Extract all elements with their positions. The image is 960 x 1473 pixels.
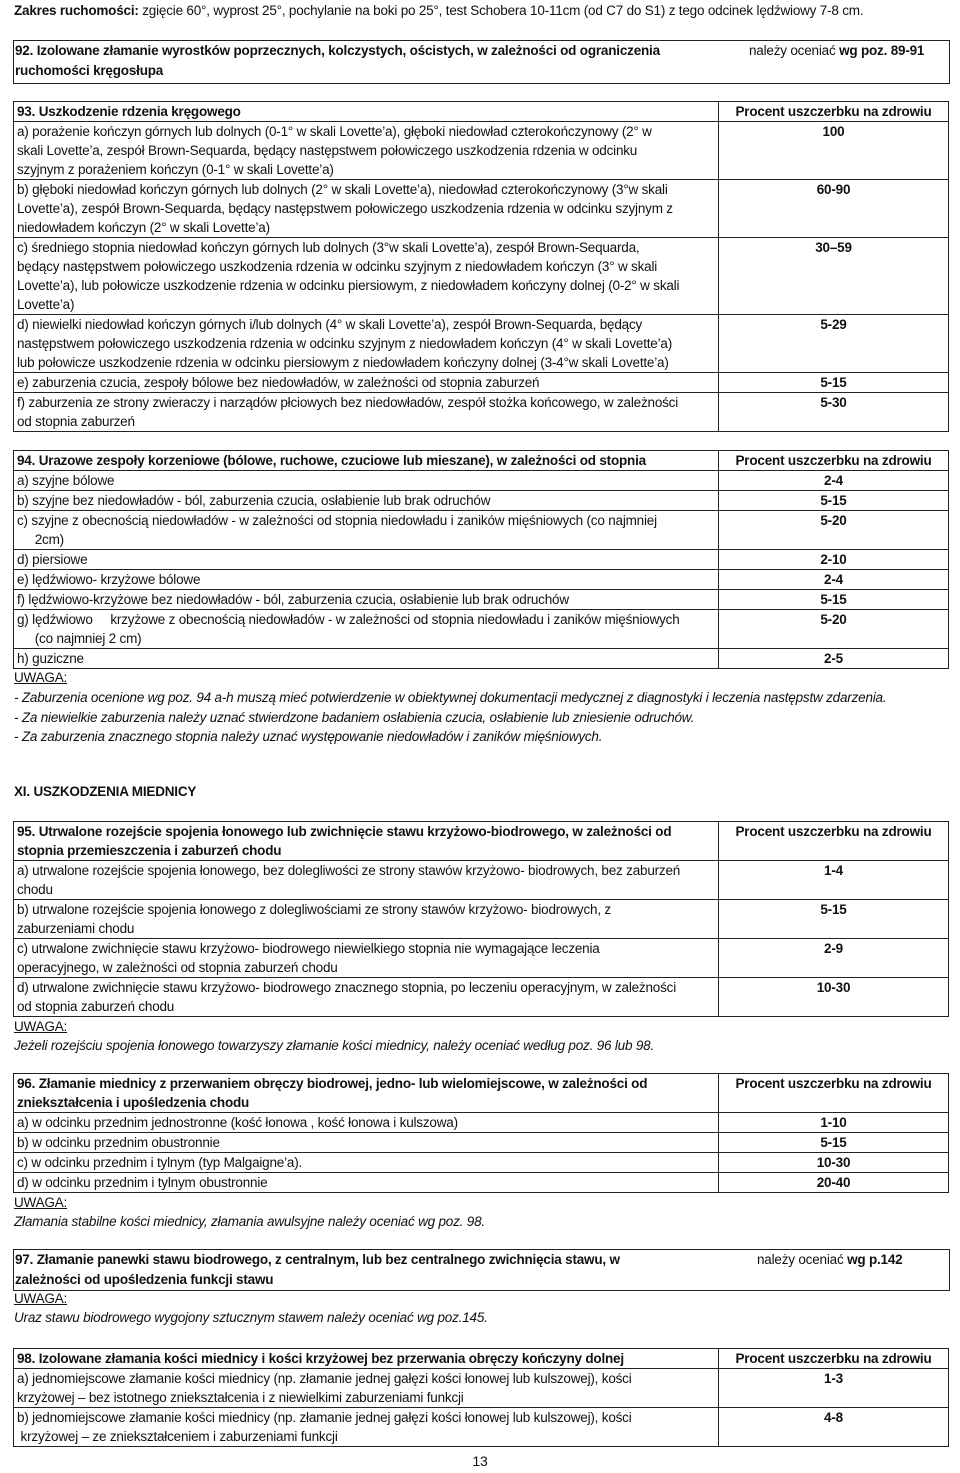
table-row bbox=[14, 373, 949, 393]
section-98-table bbox=[13, 1348, 949, 1447]
row-percent-value: 2-10 bbox=[719, 550, 949, 570]
section-92-title-line1: 92. Izolowane złamanie wyrostków poprzecznych, kolczystych, ościstych, w zależności od ograniczenia bbox=[15, 43, 660, 58]
section-92 bbox=[13, 40, 950, 84]
row-description bbox=[14, 315, 719, 373]
table-row bbox=[14, 471, 949, 491]
row-percent-value: 5-30 bbox=[719, 393, 949, 432]
row-description-line: od stopnia zaburzeń chodu bbox=[17, 999, 175, 1014]
table-row bbox=[14, 491, 949, 511]
row-description-line: b) jednomiejscowe złamanie kości miednicy (np. złamanie jednej gałęzi kości łonowej lub kulszowej), kości bbox=[17, 1410, 632, 1425]
row-percent-value: 2-4 bbox=[719, 471, 949, 491]
row-description-line: operacyjnego, w zależności od stopnia zaburzeń chodu bbox=[17, 960, 338, 975]
section-93-header: Procent uszczerbku na zdrowiu bbox=[719, 102, 949, 122]
section-97-title-line1: 97. Złamanie panewki stawu biodrowego, z centralnym, lub bez centralnego zwichnięcia stawu, w bbox=[15, 1252, 620, 1267]
table-row bbox=[14, 590, 949, 610]
row-description bbox=[14, 550, 719, 570]
row-description-line: f) zaburzenia ze strony zwieraczy i narządów płciowych bez niedowładów, zespół stożka końcowego, w zależności bbox=[17, 395, 679, 410]
table-row bbox=[14, 1408, 949, 1447]
section-97-reference bbox=[757, 1250, 902, 1270]
section-95-body bbox=[14, 861, 949, 1017]
row-description-line: f) lędźwiowo-krzyżowe bez niedowładów - ból, zaburzenia czucia, osłabienie lub brak odruchów bbox=[17, 592, 569, 607]
row-description-line: a) jednomiejscowe złamanie kości miednicy (np. złamanie jednej gałęzi kości łonowej lub kulszowej), kości bbox=[17, 1371, 632, 1386]
row-description-line: g) lędźwiowo krzyżowe z obecnością niedowładów - w zależności od stopnia niedowładu i zaników mięśniowych bbox=[17, 612, 680, 627]
table-row bbox=[14, 1173, 949, 1193]
row-percent-value: 10-30 bbox=[719, 1153, 949, 1173]
table-row bbox=[14, 1153, 949, 1173]
section-92-reference-value: wg poz. 89-91 bbox=[839, 43, 925, 58]
row-description-line: d) piersiowe bbox=[17, 552, 88, 567]
row-description-line: c) w odcinku przednim i tylnym (typ Malgaigne’a). bbox=[17, 1155, 303, 1170]
row-description-line: e) zaburzenia czucia, zespoły bólowe bez niedowładów, w zależności od stopnia zaburzeń bbox=[17, 375, 540, 390]
row-description-line: a) w odcinku przednim jednostronne (kość łonowa , kość łonowa i kulszowa) bbox=[17, 1115, 458, 1130]
section-97 bbox=[13, 1249, 950, 1291]
table-row bbox=[14, 180, 949, 238]
row-description bbox=[14, 122, 719, 180]
section-94-body bbox=[14, 471, 949, 669]
section-94-header: Procent uszczerbku na zdrowiu bbox=[719, 451, 949, 471]
section-95-header: Procent uszczerbku na zdrowiu bbox=[719, 822, 949, 861]
page-number: 13 bbox=[472, 1453, 488, 1469]
table-row bbox=[14, 550, 949, 570]
section-97-note: Uraz stawu biodrowego wygojony sztucznym stawem należy oceniać wg poz.145. bbox=[14, 1310, 488, 1325]
row-description-line: h) guziczne bbox=[17, 651, 84, 666]
row-percent-value: 1-10 bbox=[719, 1113, 949, 1133]
row-percent-value: 30–59 bbox=[719, 238, 949, 315]
row-description bbox=[14, 1113, 719, 1133]
row-description bbox=[14, 649, 719, 669]
row-description-line: e) lędźwiowo- krzyżowe bólowe bbox=[17, 572, 201, 587]
row-description-line: będący następstwem połowiczego uszkodzenia rdzenia w odcinku szyjnym z niedowładem kończyn (3° w skali bbox=[17, 259, 658, 274]
table-row bbox=[14, 861, 949, 900]
row-percent-value: 60-90 bbox=[719, 180, 949, 238]
table-row bbox=[14, 238, 949, 315]
table-row bbox=[14, 1369, 949, 1408]
row-description-line: c) utrwalone zwichnięcie stawu krzyżowo- biodrowego niewielkiego stopnia nie wymagające leczenia bbox=[17, 941, 600, 956]
row-percent-value: 5-15 bbox=[719, 590, 949, 610]
row-description bbox=[14, 1173, 719, 1193]
row-description-line: 2cm) bbox=[17, 532, 64, 547]
table-row bbox=[14, 1133, 949, 1153]
row-percent-value: 2-5 bbox=[719, 649, 949, 669]
section-98-body bbox=[14, 1369, 949, 1447]
row-description-line: a) utrwalone rozejście spojenia łonowego, bez dolegliwości ze strony stawów krzyżowo- biodrowych, bez zaburzeń bbox=[17, 863, 681, 878]
row-description-line: szyjnym z porażeniem kończyn (0-1° w skali Lovette’a) bbox=[17, 162, 334, 177]
row-percent-value: 5-15 bbox=[719, 373, 949, 393]
table-row bbox=[14, 511, 949, 550]
section-94-title: 94. Urazowe zespoły korzeniowe (bólowe, ruchowe, czuciowe lub mieszane), w zależności od stopnia bbox=[14, 451, 719, 471]
section-96-title bbox=[14, 1074, 719, 1113]
row-description-line: Lovette’a), lub połowicze uszkodzenie rdzenia w odcinku piersiowym, z niedowładem kończyny dolnej (0-2° w skali bbox=[17, 278, 680, 293]
row-description bbox=[14, 1153, 719, 1173]
row-percent-value: 4-8 bbox=[719, 1408, 949, 1447]
row-description-line: niedowładem kończyn (2° w skali Lovette’a) bbox=[17, 220, 270, 235]
chapter-title: XI. USZKODZENIA MIEDNICY bbox=[14, 784, 197, 799]
row-description-line: chodu bbox=[17, 882, 53, 897]
row-description-line: b) utrwalone rozejście spojenia łonowego z dolegliwościami ze strony stawów krzyżowo- biodrowych, z bbox=[17, 902, 611, 917]
section-95-note: Jeżeli rozejściu spojenia łonowego towarzyszy złamanie kości miednicy, należy oceniać według poz. 96 lub 98. bbox=[14, 1038, 654, 1053]
section-92-reference-text: należy oceniać bbox=[749, 43, 840, 58]
row-description bbox=[14, 180, 719, 238]
row-description bbox=[14, 1133, 719, 1153]
section-94-note-3: - Za zaburzenia znacznego stopnia należy uznać występowanie niedowładów i zaników mięśniowych. bbox=[14, 729, 603, 744]
range-of-motion-text: zgięcie 60°, wyprost 25°, pochylanie na boki po 25°, test Schobera 10-11cm (od C7 do S1) z tego odcinek lędźwiowy 7-8 cm. bbox=[138, 3, 864, 18]
section-92-reference bbox=[749, 41, 924, 61]
row-description-line: od stopnia zaburzeń bbox=[17, 414, 135, 429]
row-percent-value: 5-20 bbox=[719, 610, 949, 649]
section-97-reference-text: należy oceniać bbox=[757, 1252, 848, 1267]
row-percent-value: 5-15 bbox=[719, 900, 949, 939]
section-97-reference-value: wg p.142 bbox=[847, 1252, 903, 1267]
table-row bbox=[14, 649, 949, 669]
row-description-line: a) szyjne bólowe bbox=[17, 473, 115, 488]
table-row bbox=[14, 393, 949, 432]
row-description-line: Lovette’a), zespół Brown-Sequarda, będący następstwem połowiczego uszkodzenia rdzenia w odcinku szyjnym z bbox=[17, 201, 673, 216]
row-description bbox=[14, 238, 719, 315]
row-description-line: Lovette’a) bbox=[17, 297, 75, 312]
section-98-header: Procent uszczerbku na zdrowiu bbox=[719, 1349, 949, 1369]
section-96-table bbox=[13, 1073, 949, 1193]
section-94-note-2: - Za niewielkie zaburzenia należy uznać stwierdzone badaniem osłabienia czucia, osłabienie lub zniesienie odruchów. bbox=[14, 710, 695, 725]
row-description-line: krzyżowej – bez istotnego zniekształcenia i z niewielkimi zaburzeniami funkcji bbox=[17, 1390, 464, 1405]
row-percent-value: 100 bbox=[719, 122, 949, 180]
table-row bbox=[14, 939, 949, 978]
row-description-line: b) w odcinku przednim obustronnie bbox=[17, 1135, 220, 1150]
row-description bbox=[14, 1408, 719, 1447]
row-description-line: d) utrwalone zwichnięcie stawu krzyżowo- biodrowego znacznego stopnia, po leczeniu operacyjnym, w zależności bbox=[17, 980, 676, 995]
section-97-title-line2: zależności od upośledzenia funkcji stawu bbox=[15, 1272, 274, 1287]
row-percent-value: 5-29 bbox=[719, 315, 949, 373]
section-95-title bbox=[14, 822, 719, 861]
section-96-title-line2: zniekształcenia i upośledzenia chodu bbox=[17, 1095, 250, 1110]
section-98-title: 98. Izolowane złamania kości miednicy i kości krzyżowej bez przerwania obręczy kończyny dolnej bbox=[14, 1349, 719, 1369]
row-description-line: b) głęboki niedowład kończyn górnych lub dolnych (2° w skali Lovette’a), niedowład czterokończynowy (3°w skali bbox=[17, 182, 668, 197]
row-description-line: d) niewielki niedowład kończyn górnych i/lub dolnych (4° w skali Lovette’a), zespół Brown-Sequarda, będący bbox=[17, 317, 643, 332]
row-percent-value: 20-40 bbox=[719, 1173, 949, 1193]
section-96-note: Złamania stabilne kości miednicy, złamania awulsyjne należy oceniać wg poz. 98. bbox=[14, 1214, 485, 1229]
section-96-header: Procent uszczerbku na zdrowiu bbox=[719, 1074, 949, 1113]
row-description-line: d) w odcinku przednim i tylnym obustronnie bbox=[17, 1175, 268, 1190]
table-row bbox=[14, 978, 949, 1017]
row-description-line: b) szyjne bez niedowładów - ból, zaburzenia czucia, osłabienie lub brak odruchów bbox=[17, 493, 491, 508]
row-description-line: c) szyjne z obecnością niedowładów - w zależności od stopnia niedowładu i zaników mięśniowych (co najmniej bbox=[17, 513, 657, 528]
row-percent-value: 2-4 bbox=[719, 570, 949, 590]
section-95-table bbox=[13, 821, 949, 1017]
row-description-line: (co najmniej 2 cm) bbox=[17, 631, 142, 646]
table-row bbox=[14, 570, 949, 590]
row-description bbox=[14, 393, 719, 432]
table-row bbox=[14, 315, 949, 373]
row-percent-value: 1-4 bbox=[719, 861, 949, 900]
row-description bbox=[14, 373, 719, 393]
row-percent-value: 5-20 bbox=[719, 511, 949, 550]
row-description bbox=[14, 471, 719, 491]
row-percent-value: 10-30 bbox=[719, 978, 949, 1017]
range-of-motion-label: Zakres ruchomości: bbox=[14, 3, 139, 18]
row-percent-value: 1-3 bbox=[719, 1369, 949, 1408]
row-percent-value: 5-15 bbox=[719, 491, 949, 511]
row-description-line: c) średniego stopnia niedowład kończyn górnych lub dolnych (3°w skali Lovette’a), zespół Brown-Sequarda, bbox=[17, 240, 640, 255]
section-96-header-row bbox=[14, 1074, 949, 1113]
section-95-title-line1: 95. Utrwalone rozejście spojenia łonowego lub zwichnięcie stawu krzyżowo-biodrowego, w zależności od bbox=[17, 824, 672, 839]
section-94-uwaga: UWAGA: bbox=[14, 670, 68, 685]
row-description-line: skali Lovette’a, zespół Brown-Sequarda, będący następstwem połowiczego uszkodzenia rdzenia w odcinku bbox=[17, 143, 638, 158]
row-description bbox=[14, 1369, 719, 1408]
row-description bbox=[14, 590, 719, 610]
section-94-header-row bbox=[14, 451, 949, 471]
section-97-uwaga: UWAGA: bbox=[14, 1291, 68, 1306]
row-description bbox=[14, 900, 719, 939]
section-93-body bbox=[14, 122, 949, 432]
table-row bbox=[14, 610, 949, 649]
row-description bbox=[14, 939, 719, 978]
section-92-title-line2: ruchomości kręgosłupa bbox=[15, 63, 164, 78]
range-of-motion-line bbox=[14, 1, 863, 21]
section-93-header-row bbox=[14, 102, 949, 122]
section-93-table bbox=[13, 101, 949, 432]
row-description-line: zaburzeniami chodu bbox=[17, 921, 135, 936]
table-row bbox=[14, 122, 949, 180]
row-description-line: lub połowicze uszkodzenie rdzenia w odcinku piersiowym z niedowładem kończyny dolnej (3-4°w skali Lovette’a) bbox=[17, 355, 669, 370]
row-description bbox=[14, 610, 719, 649]
row-description bbox=[14, 570, 719, 590]
row-percent-value: 5-15 bbox=[719, 1133, 949, 1153]
section-96-uwaga: UWAGA: bbox=[14, 1195, 68, 1210]
row-description-line: a) porażenie kończyn górnych lub dolnych (0-1° w skali Lovette’a), głęboki niedowład czterokończynowy (2° w bbox=[17, 124, 652, 139]
section-93-title: 93. Uszkodzenie rdzenia kręgowego bbox=[14, 102, 719, 122]
row-description bbox=[14, 491, 719, 511]
row-description bbox=[14, 861, 719, 900]
row-percent-value: 2-9 bbox=[719, 939, 949, 978]
section-95-uwaga: UWAGA: bbox=[14, 1019, 68, 1034]
section-94-note-1: - Zaburzenia ocenione wg poz. 94 a-h muszą mieć potwierdzenie w obiektywnej dokumentacji medycznej z diagnostyki i leczenia następstw zdarzenia. bbox=[14, 690, 887, 705]
section-95-header-row bbox=[14, 822, 949, 861]
table-row bbox=[14, 900, 949, 939]
row-description-line: krzyżowej – ze zniekształceniem i zaburzeniami funkcji bbox=[17, 1429, 338, 1444]
row-description bbox=[14, 978, 719, 1017]
section-96-title-line1: 96. Złamanie miednicy z przerwaniem obręczy biodrowej, jedno- lub wielomiejscowe, w zależności od bbox=[17, 1076, 648, 1091]
section-98-header-row bbox=[14, 1349, 949, 1369]
section-94-table bbox=[13, 450, 949, 669]
section-95-title-line2: stopnia przemieszczenia i zaburzeń chodu bbox=[17, 843, 282, 858]
table-row bbox=[14, 1113, 949, 1133]
section-96-body bbox=[14, 1113, 949, 1193]
row-description-line: następstwem połowiczego uszkodzenia rdzenia w odcinku szyjnym z niedowładem kończyn (4° w skali Lovette’a) bbox=[17, 336, 673, 351]
row-description bbox=[14, 511, 719, 550]
